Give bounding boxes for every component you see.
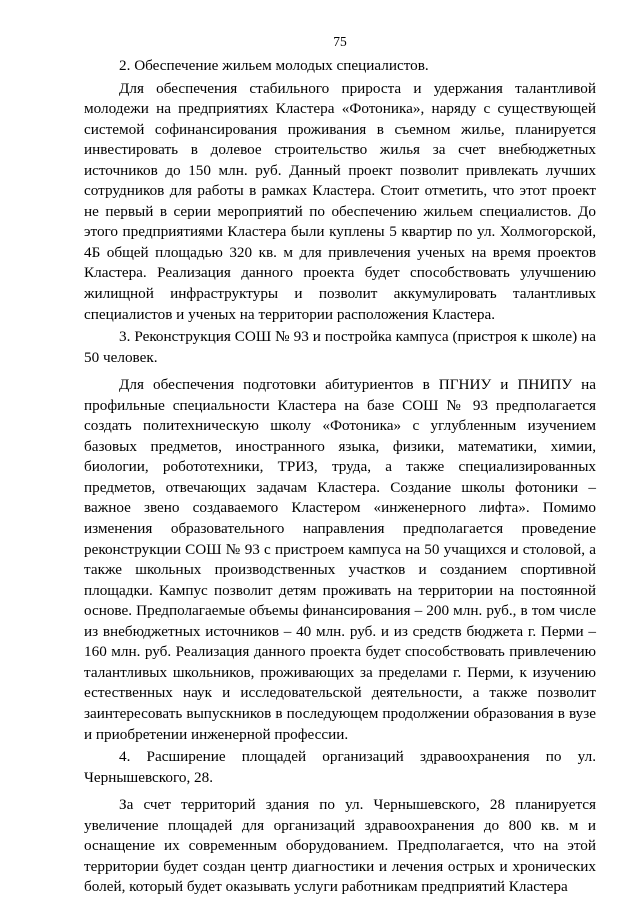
section-4-heading: 4. Расширение площадей организаций здравоохранения по ул. Чернышевского, 28. xyxy=(84,748,596,786)
section-2-heading: 2. Обеспечение жильем молодых специалистов. xyxy=(119,57,429,74)
section-3-heading: 3. Реконструкция СОШ № 93 и постройка кампуса (пристроя к школе) на 50 человек. xyxy=(84,328,596,366)
page-number: 75 xyxy=(333,34,347,49)
section-2-paragraph: Для обеспечения стабильного прироста и удержания талантливой молодежи на предприятиях Кластера «Фотоника», наряду с существующей системой софинансирования проживания в съемном жилье, планируется инвестировать в долевое строительство жилья за счет внебюджетных источников до 150 млн. руб. Данный проект позволит привлекать лучших сотрудников для работы в рамках Кластера. Стоит отметить, что этот проект не первый в серии мероприятий по обеспечению жильем специалистов. До этого предприятиями Кластера были куплены 5 квартир по ул. Холмогорской, 4Б общей площадью 320 кв. м для привлечения ученых на время проектов Кластера. Реализация данного проекта будет способствовать улучшению жилищной инфраструктуры и позволит аккумулировать талантливых специалистов и ученых на территории расположения Кластера. xyxy=(84,79,596,323)
section-3-paragraph: Для обеспечения подготовки абитуриентов в ПГНИУ и ПНИПУ на профильные специальности Кластера на базе СОШ № 93 предполагается создать политехническую школу «Фотоника» с углубленным изучением базовых предметов, иностранного языка, физики, математики, химии, биологии, робототехники, ТРИЗ, труда, а также специализированных предметов, отвечающих задачам Кластера. Создание школы фотоники – важное звено создаваемого Кластером «инженерного лифта». Помимо изменения образовательного направления предполагается проведение реконструкции СОШ № 93 с пристроем кампуса на 50 учащихся и столовой, а также школьных производственных участков и созданием спортивной площадки. Кампус позволит детям проживать на территории на постоянной основе. Предполагаемые объемы финансирования – 200 млн. руб., в том числе из внебюджетных источников – 40 млн. руб. и из средств бюджета г. Перми – 160 млн. руб. Реализация данного проекта будет способствовать привлечению талантливых школьников, проживающих за пределами г. Перми, к изучению естественных наук и исследовательской деятельности, а также позволит заинтересовать выпускников в последующем продолжении образования в вузе и приобретении инженерной профессии. xyxy=(84,376,596,743)
section-4-paragraph: За счет территорий здания по ул. Чернышевского, 28 планируется увеличение площадей для организаций здравоохранения до 800 кв. м и оснащение их современным оборудованием. Предполагается, что на этой территории будет создан центр диагностики и лечения острых и хронических болей, который будет оказывать услуги работникам предприятий Кластера xyxy=(84,796,596,896)
document-body xyxy=(84,56,596,898)
